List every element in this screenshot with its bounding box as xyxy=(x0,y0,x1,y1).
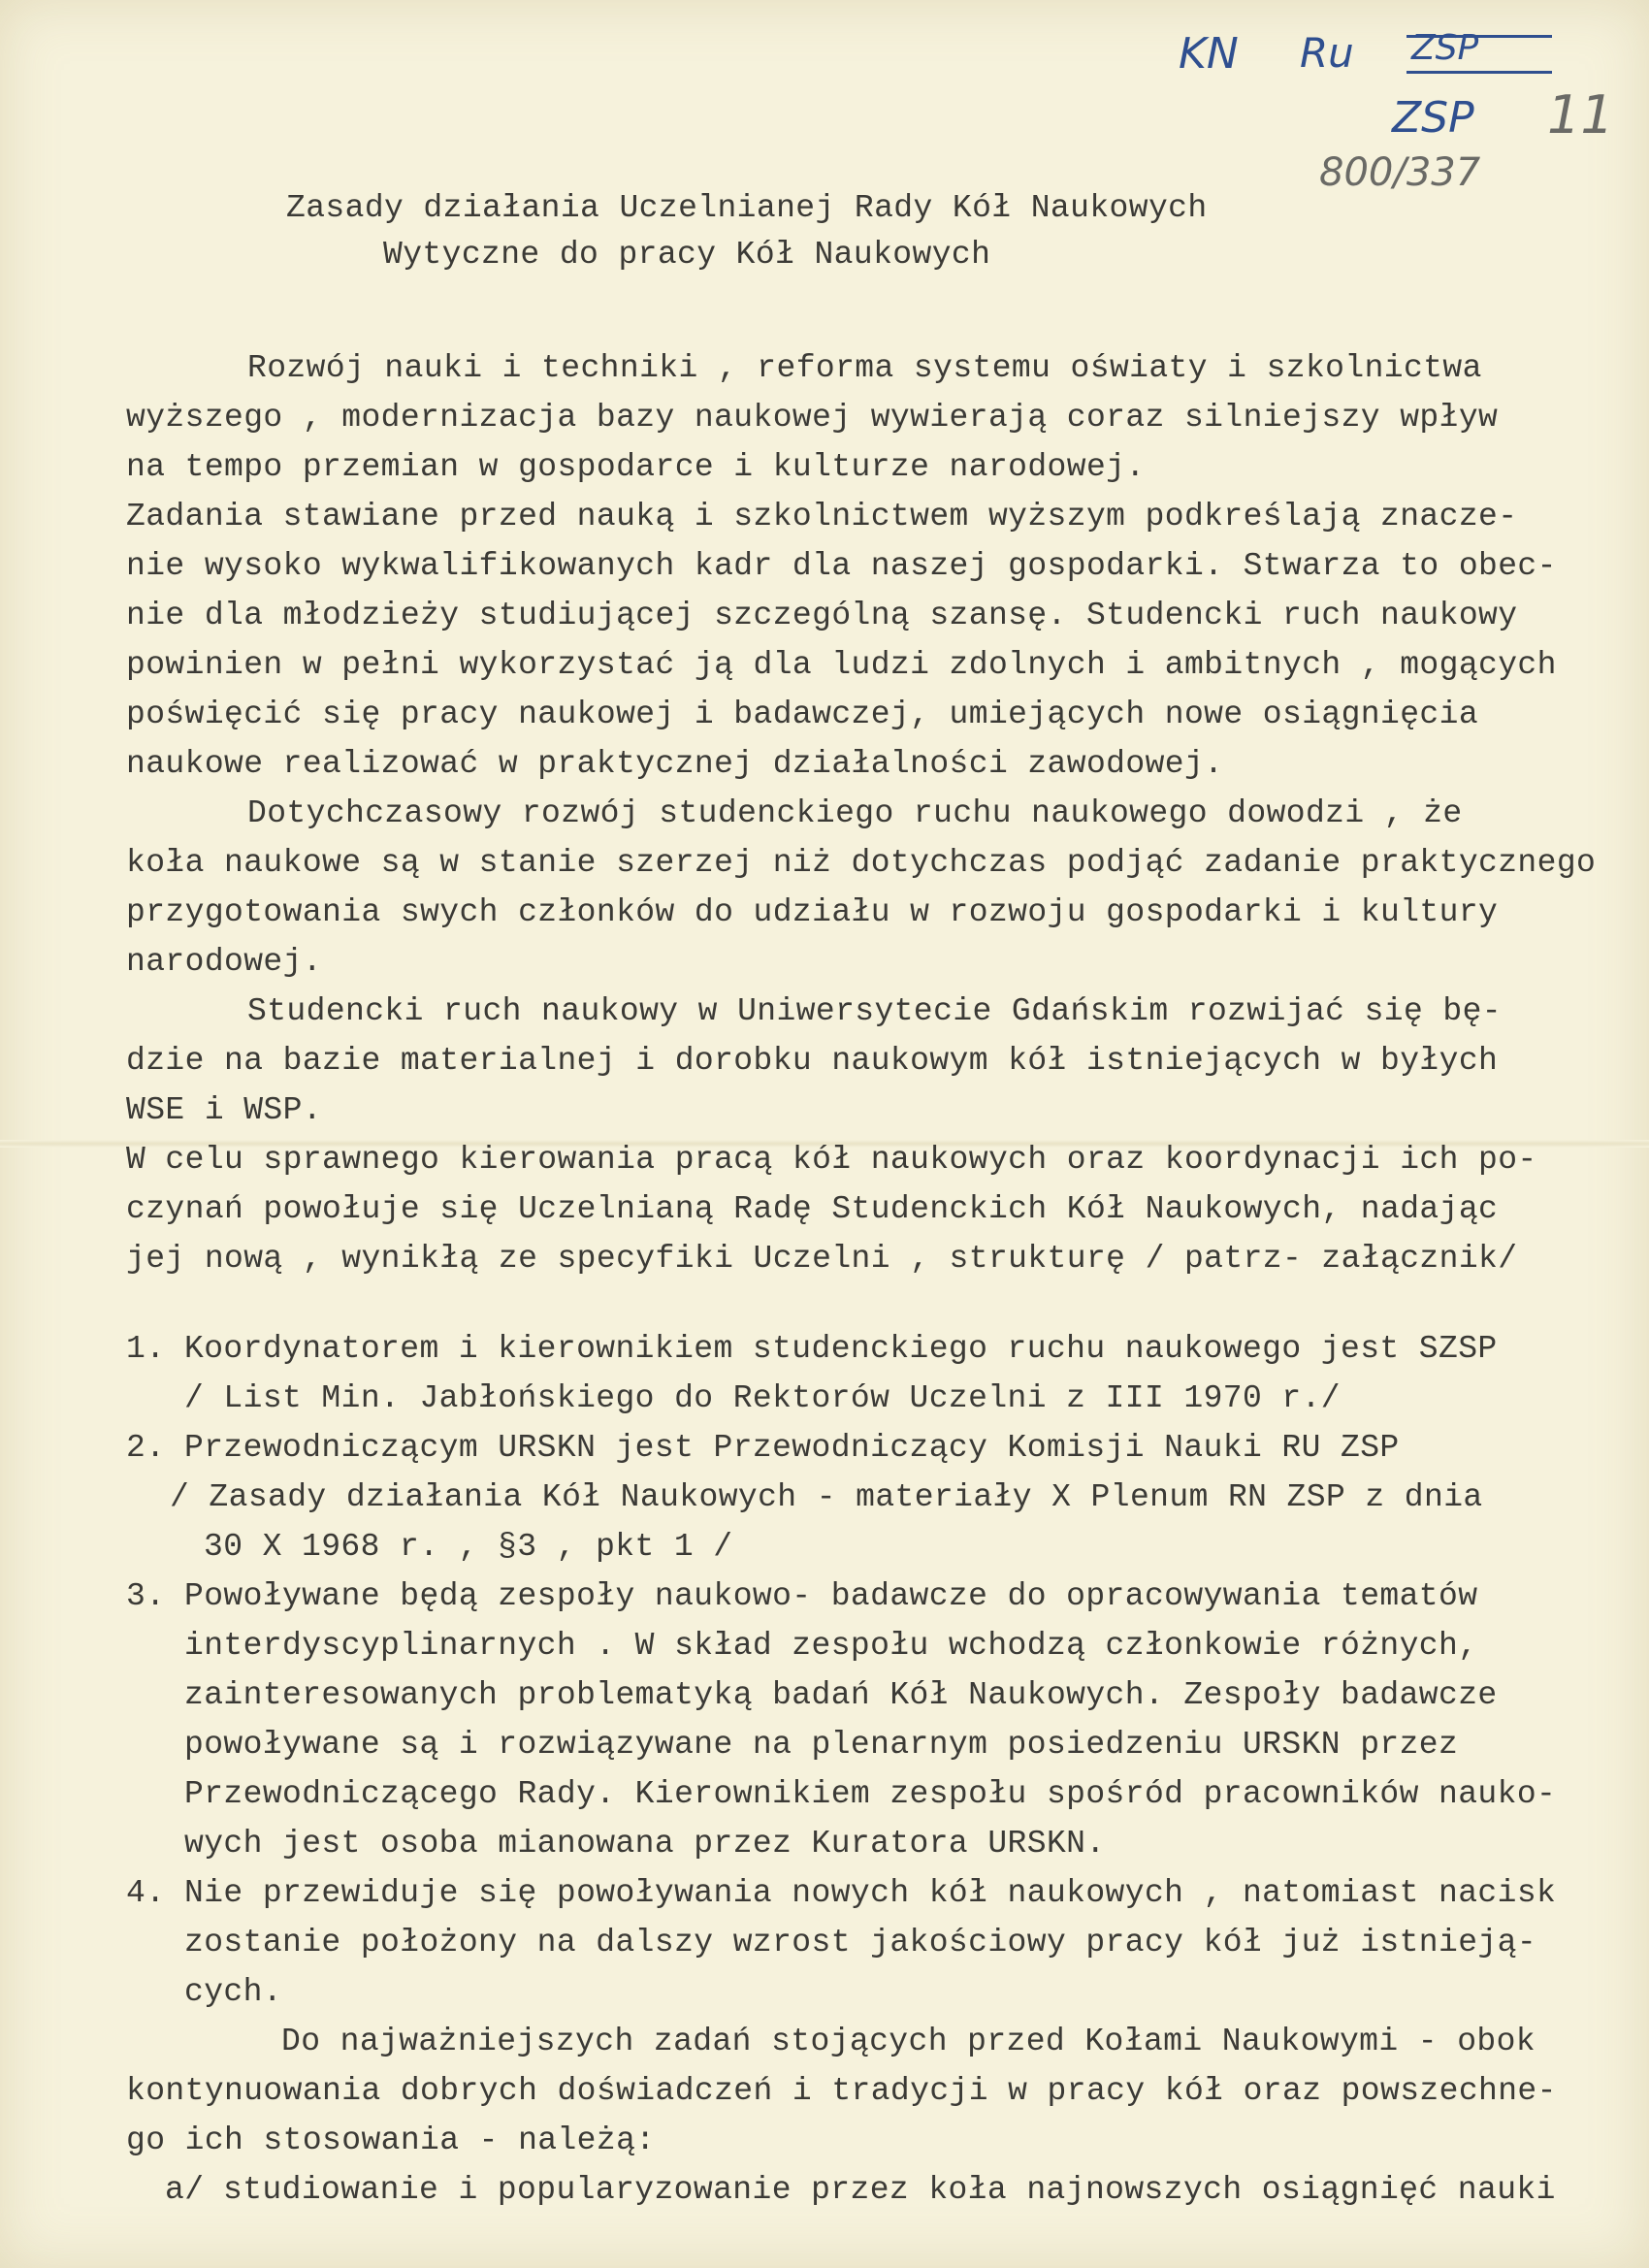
text-line: Dotychczasowy rozwój studenckiego ruchu naukowego dowodzi , że xyxy=(247,795,1463,831)
text-line: czynań powołuje się Uczelnianą Radę Studenckich Kół Naukowych, nadając xyxy=(126,1191,1499,1227)
text-line: go ich stosowania - należą: xyxy=(126,2122,656,2158)
title-line-2: Wytyczne do pracy Kół Naukowych xyxy=(383,237,991,273)
text-line: koła naukowe są w stanie szerzej niż dotychczas podjąć zadanie praktycznego xyxy=(126,845,1597,881)
list-item-line: powoływane są i rozwiązywane na plenarnym posiedzeniu URSKN przez xyxy=(184,1727,1459,1763)
annotation-reference: 800/337 xyxy=(1319,150,1481,195)
text-line: Studencki ruch naukowy w Uniwersytecie Gdańskim rozwijać się bę- xyxy=(247,993,1503,1029)
list-item-line: Przewodniczącym URSKN jest Przewodniczący Komisji Nauki RU ZSP xyxy=(184,1430,1400,1466)
text-line: wyższego , modernizacja bazy naukowej wywierają coraz silniejszy wpływ xyxy=(126,400,1499,436)
text-line: na tempo przemian w gospodarce i kulturze narodowej. xyxy=(126,449,1146,485)
strikethrough-mark xyxy=(1406,35,1552,74)
text-line: Rozwój nauki i techniki , reforma systemu oświaty i szkolnictwa xyxy=(247,350,1482,386)
text-line: powinien w pełni wykorzystać ją dla ludzi zdolnych i ambitnych , mogących xyxy=(126,647,1557,683)
text-line: nie dla młodzieży studiującej szczególną szansę. Studencki ruch naukowy xyxy=(126,598,1518,633)
list-item-line: Powoływane będą zespoły naukowo- badawcze do opracowywania tematów xyxy=(184,1578,1478,1614)
text-line: Zadania stawiane przed nauką i szkolnictwem wyższym podkreślają znacze- xyxy=(126,499,1518,535)
text-line: nie wysoko wykwalifikowanych kadr dla naszej gospodarki. Stwarza to obec- xyxy=(126,548,1557,584)
title-line-1: Zasady działania Uczelnianej Rady Kół Naukowych xyxy=(286,190,1208,226)
list-item-line: Koordynatorem i kierownikiem studenckiego ruchu naukowego jest SZSP xyxy=(184,1331,1498,1367)
text-line: WSE i WSP. xyxy=(126,1092,323,1128)
text-line: przygotowania swych członków do udziału w rozwoju gospodarki i kultury xyxy=(126,894,1499,930)
list-item-number: 2. xyxy=(126,1430,166,1466)
sub-item-marker: a/ xyxy=(165,2172,205,2208)
list-item-number: 3. xyxy=(126,1578,166,1614)
list-item-line: / Zasady działania Kół Naukowych - materiały X Plenum RN ZSP z dnia xyxy=(170,1479,1483,1515)
list-item-line: zainteresowanych problematyką badań Kół Naukowych. Zespoły badawcze xyxy=(184,1677,1498,1713)
text-line: jej nową , wynikłą ze specyfiki Uczelni , strukturę / patrz- załącznik/ xyxy=(126,1241,1518,1277)
list-item-line: Nie przewiduje się powoływania nowych kół naukowych , natomiast nacisk xyxy=(184,1875,1557,1911)
list-item-number: 4. xyxy=(126,1875,166,1911)
list-item-line: / List Min. Jabłońskiego do Rektorów Uczelni z III 1970 r./ xyxy=(184,1380,1341,1416)
list-item-line: 30 X 1968 r. , §3 , pkt 1 / xyxy=(204,1529,733,1565)
text-line: W celu sprawnego kierowania pracą kół naukowych oraz koordynacji ich po- xyxy=(126,1142,1537,1178)
list-item-line: Przewodniczącego Rady. Kierownikiem zespołu spośród pracowników nauko- xyxy=(184,1776,1557,1812)
text-line: kontynuowania dobrych doświadczeń i tradycji w pracy kół oraz powszechne- xyxy=(126,2073,1557,2109)
text-line: dzie na bazie materialnej i dorobku naukowym kół istniejących w byłych xyxy=(126,1043,1499,1079)
annotation-zsp: ZSP xyxy=(1392,93,1474,143)
list-item-number: 1. xyxy=(126,1331,166,1367)
text-line: naukowe realizować w praktycznej działalności zawodowej. xyxy=(126,746,1224,782)
text-line: Do najważniejszych zadań stojących przed Kołami Naukowymi - obok xyxy=(281,2024,1536,2059)
text-line: narodowej. xyxy=(126,944,323,980)
annotation-ru: Ru xyxy=(1300,29,1354,77)
annotation-kn: KN xyxy=(1179,29,1239,79)
list-item-line: wych jest osoba mianowana przez Kuratora URSKN. xyxy=(184,1826,1106,1862)
sub-item-text: studiowanie i popularyzowanie przez koła najnowszych osiągnięć nauki xyxy=(223,2172,1556,2208)
text-line: poświęcić się pracy naukowej i badawczej, umiejących nowe osiągnięcia xyxy=(126,697,1479,732)
list-item-line: cych. xyxy=(184,1974,283,2010)
list-item-line: interdyscyplinarnych . W skład zespołu wchodzą członkowie różnych, xyxy=(184,1628,1478,1664)
list-item-line: zostanie położony na dalszy wzrost jakościowy pracy kół już istnieją- xyxy=(184,1925,1537,1960)
annotation-crossed-zsp: ZSP xyxy=(1411,28,1479,68)
annotation-page-number: 11 xyxy=(1547,84,1614,146)
